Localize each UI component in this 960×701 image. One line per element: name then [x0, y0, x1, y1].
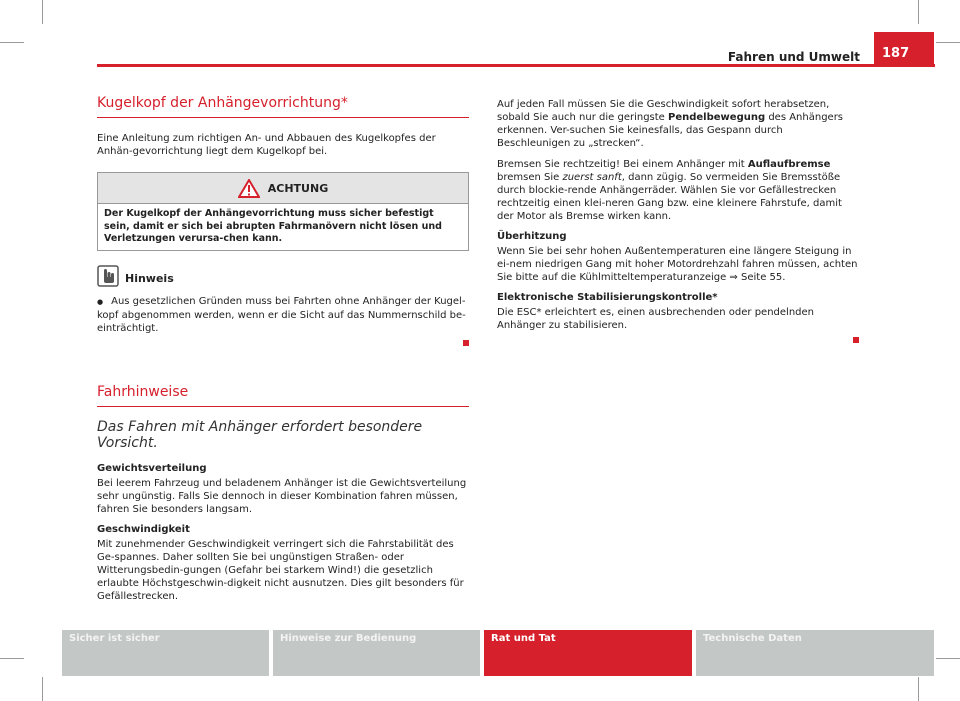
intro-paragraph: Eine Anleitung zum richtigen An- und Abbauen des Kugelkopfes der Anhän-gevorrichtung liegt dem Kugelkopf bei.: [97, 133, 436, 157]
subhead-speed: Geschwindigkeit: [97, 523, 190, 535]
note-paragraph: [97, 295, 469, 335]
crop-mark: [0, 658, 24, 659]
warning-label: ACHTUNG: [267, 181, 329, 195]
pendel-text-c: des Anhängers erkennen. Ver-suchen Sie keinesfalls, das Gespann durch Beschleunigen zu „strecken“.: [497, 112, 844, 149]
pendel-paragraph: [497, 98, 859, 150]
note-label: Hinweis: [125, 272, 174, 285]
crop-mark: [0, 42, 24, 43]
note-text: Aus gesetzlichen Gründen muss bei Fahrten ohne Anhänger der Kugel-kopf abgenommen werden, wenn er die Sicht auf das Nummernschild be-einträchtigt.: [97, 295, 466, 334]
brake-text-a: Bremsen Sie rechtzeitig! Bei einem Anhänger mit: [497, 159, 748, 170]
header-rule: [97, 64, 935, 67]
footer-tab-label: Technische Daten: [703, 633, 802, 644]
section-title-kugelkopf: Kugelkopf der Anhängevorrichtung*: [97, 95, 469, 118]
subhead-heat: Überhitzung: [497, 231, 567, 242]
footer-tab-label: Sicher ist sicher: [69, 633, 160, 644]
lead-sentence: Das Fahren mit Anhänger erfordert besondere Vorsicht.: [97, 418, 423, 451]
footer-tab-technische-daten[interactable]: [696, 630, 934, 676]
bullet-glyph: ●: [97, 297, 104, 306]
footer-tab-label: Rat und Tat: [491, 633, 556, 644]
brake-text-c: bremsen Sie: [497, 172, 563, 183]
page-number: 187: [874, 32, 934, 67]
subhead-weight: Gewichtsverteilung: [97, 462, 207, 474]
footer-tab-bedienung[interactable]: [273, 630, 480, 676]
crop-mark: [918, 677, 919, 701]
left-column: [97, 95, 469, 611]
crop-mark: [936, 42, 960, 43]
crop-mark: [936, 658, 960, 659]
footer-tab-rat-und-tat[interactable]: [484, 630, 692, 676]
warning-text: Der Kugelkopf der Anhängevorrichtung muss sicher befestigt sein, damit er sich bei abrupten Fahrmanövern nicht lösen und Verletzungen verursa-chen kann.: [104, 208, 442, 244]
brake-text-e: , dann zügig. So vermeiden Sie Bremsstöße durch blockie-rende Anhängerräder. Wählen Sie vor Gefällestrecken rechtzeitig einen klei-neren Gang bzw. eine kleinere Fahrstufe, damit der Motor als Bremse wirken kann.: [497, 172, 842, 222]
pendel-bold: Pendelbewegung: [668, 112, 766, 123]
weight-paragraph: Bei leerem Fahrzeug und beladenem Anhänger ist die Gewichtsverteilung sehr ungünstig. Falls Sie dennoch in dieser Kombination fahren müssen, fahren Sie besonders langsam.: [97, 477, 467, 515]
pendel-text-a: Auf jeden Fall müssen Sie die Geschwindigkeit sofort herabsetzen, sobald Sie auch nur die geringste: [497, 99, 830, 123]
warning-header: [98, 173, 468, 204]
esc-paragraph: Die ESC* erleichtert es, einen ausbrechenden oder pendelnden Anhänger zu stabilisieren.: [497, 307, 814, 331]
subhead-esc: Elektronische Stabilisierungskontrolle*: [497, 292, 718, 303]
speed-paragraph: Mit zunehmender Geschwindigkeit verringert sich die Fahrstabilität des Ge-spannes. Daher sollten Sie bei ungünstigen Straßen- oder Witterungsbedin-gungen (Gefahr bei starkem Wind!) die gesetzlich erlaubte Höchstgeschwin-digkeit nicht ausnutzen. Dies gilt besonders für Gefällestrecken.: [97, 538, 464, 602]
brake-italic: zuerst sanft: [562, 172, 622, 183]
heat-paragraph: Wenn Sie bei sehr hohen Außentemperaturen eine längere Steigung in ei-nem niedrigen Gang mit hoher Motordrehzahl fahren müssen, achten Sie bitte auf die Kühlmitteltemperaturanzeige ⇒ Seite 55.: [497, 246, 858, 283]
section-title-fahrhinweise: Fahrhinweise: [97, 384, 469, 407]
brake-bold: Auflaufbremse: [747, 159, 831, 170]
warning-triangle-icon: [238, 179, 260, 198]
footer-tab-label: Hinweise zur Bedienung: [280, 633, 417, 644]
note-header: [97, 265, 469, 287]
brake-paragraph: [497, 158, 859, 223]
right-column: [497, 98, 859, 347]
crop-mark: [42, 0, 43, 24]
section-end-marker: [853, 337, 859, 343]
footer-tab-sicher[interactable]: [62, 630, 269, 676]
section-end-marker: [463, 340, 469, 346]
crop-mark: [42, 677, 43, 701]
running-header-title: Fahren und Umwelt: [727, 50, 860, 64]
note-hand-icon: [97, 265, 119, 287]
warning-box: [97, 172, 469, 251]
crop-mark: [918, 0, 919, 24]
